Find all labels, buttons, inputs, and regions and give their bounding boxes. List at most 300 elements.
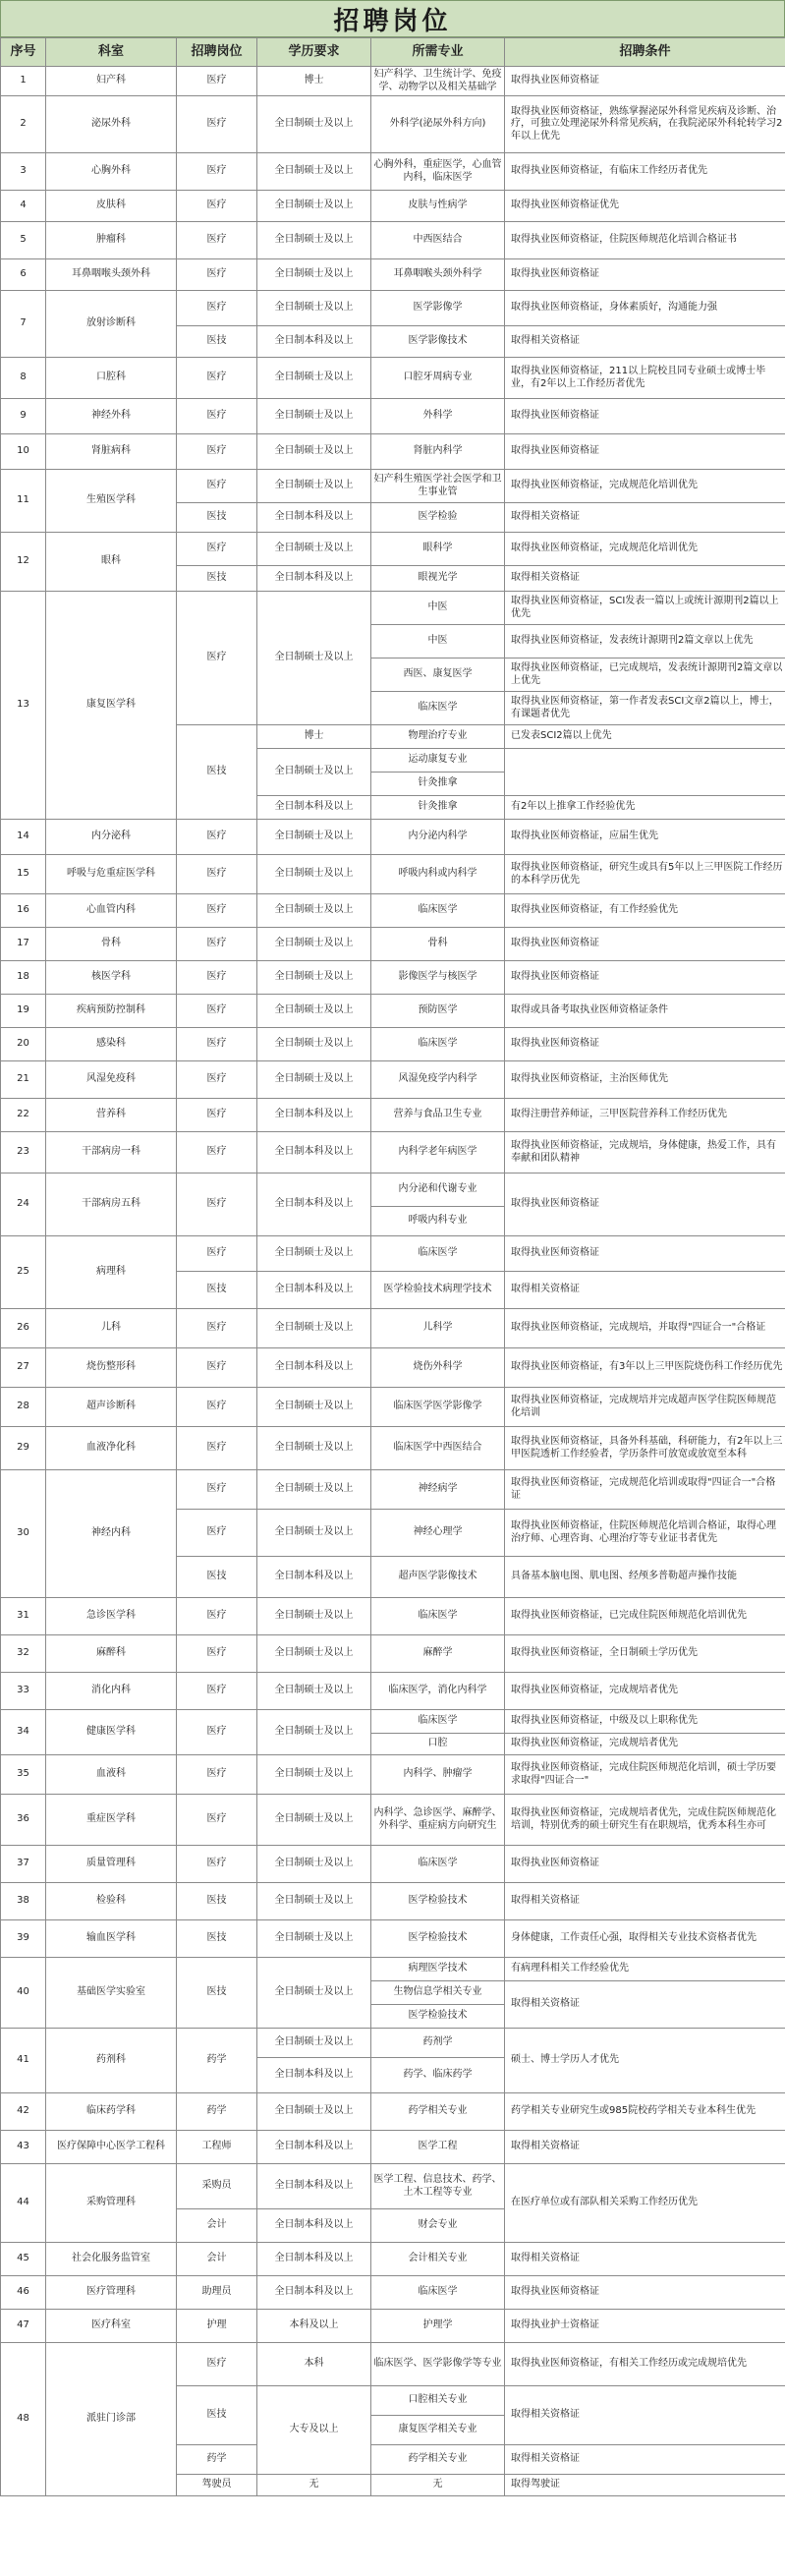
cell-major: 临床医学，消化内科学 [371, 1673, 505, 1710]
table-row [1, 1795, 785, 1846]
cell-index: 46 [1, 2276, 46, 2310]
cell-conditions: 取得相关资格证 [505, 566, 785, 592]
cell-education: 全日制硕士及以上 [257, 1598, 371, 1635]
cell-conditions: 取得执业医师资格证，发表统计源期刊2篇文章以上优先 [505, 625, 785, 658]
cell-conditions: 取得执业医师资格证，211以上院校且同专业硕士或博士毕业，有2年以上工作经历者优先 [505, 358, 785, 399]
cell-education: 全日制本科及以上 [257, 796, 371, 820]
cell-department: 放射诊断科 [46, 291, 177, 358]
cell-conditions: 取得执业医师资格证，有相关工作经历或完成规培优先 [505, 2343, 785, 2386]
table-row [1, 928, 785, 961]
cell-position: 医技 [177, 1920, 257, 1958]
cell-education: 全日制硕士及以上 [257, 961, 371, 995]
cell-education: 全日制硕士及以上 [257, 1958, 371, 2029]
cell-major: 财会专业 [371, 2209, 505, 2243]
cell-position: 医疗 [177, 96, 257, 153]
cell-major: 皮肤与性病学 [371, 191, 505, 222]
table-row [1, 1920, 785, 1958]
cell-department: 核医学科 [46, 961, 177, 995]
cell-conditions: 取得执业医师资格证，主治医师优先 [505, 1061, 785, 1099]
cell-position: 医疗 [177, 1132, 257, 1174]
table-row [1, 1348, 785, 1388]
cell-education: 全日制硕士及以上 [257, 399, 371, 434]
cell-education: 全日制本科及以上 [257, 1348, 371, 1388]
cell-major: 呼吸内科或内科学 [371, 855, 505, 894]
cell-education: 全日制硕士及以上 [257, 434, 371, 470]
cell-conditions: 取得执业医师资格证 [505, 399, 785, 434]
cell-index: 14 [1, 820, 46, 855]
cell-major: 营养与食品卫生专业 [371, 1099, 505, 1132]
cell-major: 内分泌和代谢专业 [371, 1174, 505, 1207]
cell-position: 医疗 [177, 1174, 257, 1236]
table-row [1, 1958, 785, 1981]
cell-major: 中医 [371, 625, 505, 658]
table-row [1, 2343, 785, 2386]
cell-conditions: 取得驾驶证 [505, 2475, 785, 2496]
table-row [1, 1755, 785, 1795]
table-row [1, 1099, 785, 1132]
cell-education: 本科 [257, 2343, 371, 2386]
cell-conditions: 取得执业医师资格证，研究生或具有5年以上三甲医院工作经历的本科学历优先 [505, 855, 785, 894]
header-position: 招聘岗位 [177, 38, 257, 67]
cell-position: 医技 [177, 326, 257, 358]
cell-position: 医疗 [177, 1755, 257, 1795]
table-row [1, 1598, 785, 1635]
cell-position: 医疗 [177, 1061, 257, 1099]
cell-major: 临床医学 [371, 1598, 505, 1635]
cell-conditions: 取得执业医师资格证 [505, 1236, 785, 1272]
cell-department: 疾病预防控制科 [46, 995, 177, 1028]
cell-index: 23 [1, 1132, 46, 1174]
cell-education: 全日制硕士及以上 [257, 96, 371, 153]
cell-department: 超声诊断科 [46, 1388, 177, 1427]
cell-conditions: 取得执业医师资格证，第一作者发表SCI文章2篇以上，博士，有课题者优先 [505, 692, 785, 725]
cell-department: 心血管内科 [46, 894, 177, 928]
cell-major: 临床医学 [371, 1236, 505, 1272]
cell-major: 骨科 [371, 928, 505, 961]
cell-index: 41 [1, 2029, 46, 2093]
cell-index: 44 [1, 2164, 46, 2243]
cell-education: 本科及以上 [257, 2310, 371, 2343]
cell-index: 19 [1, 995, 46, 1028]
cell-position: 药学 [177, 2093, 257, 2131]
cell-conditions [505, 749, 785, 796]
cell-education: 博士 [257, 67, 371, 96]
page-title: 招聘岗位 [0, 0, 785, 37]
cell-position: 医疗 [177, 894, 257, 928]
cell-department: 风湿免疫科 [46, 1061, 177, 1099]
cell-position: 医疗 [177, 1598, 257, 1635]
cell-conditions: 取得或具备考取执业医师资格证条件 [505, 995, 785, 1028]
cell-department: 质量管理科 [46, 1846, 177, 1883]
cell-position: 医疗 [177, 222, 257, 259]
table-row [1, 995, 785, 1028]
cell-department: 麻醉科 [46, 1635, 177, 1673]
cell-major: 药学相关专业 [371, 2445, 505, 2475]
cell-major: 临床医学 [371, 1846, 505, 1883]
cell-department: 医疗科室 [46, 2310, 177, 2343]
cell-education: 全日制本科及以上 [257, 2131, 371, 2164]
cell-education: 全日制本科及以上 [257, 1272, 371, 1309]
cell-position: 医技 [177, 1272, 257, 1309]
cell-education: 全日制硕士及以上 [257, 191, 371, 222]
cell-education: 全日制硕士及以上 [257, 1710, 371, 1755]
cell-major: 神经病学 [371, 1470, 505, 1510]
header-department: 科室 [46, 38, 177, 67]
table-row [1, 358, 785, 399]
cell-position: 医技 [177, 725, 257, 820]
cell-major: 内科学老年病医学 [371, 1132, 505, 1174]
cell-position: 医疗 [177, 1795, 257, 1846]
cell-index: 6 [1, 259, 46, 291]
cell-education: 全日制硕士及以上 [257, 592, 371, 725]
cell-conditions: 取得相关资格证 [505, 326, 785, 358]
cell-major: 临床医学、医学影像学等专业 [371, 2343, 505, 2386]
cell-department: 药剂科 [46, 2029, 177, 2093]
table-row [1, 820, 785, 855]
cell-conditions: 取得执业医师资格证 [505, 67, 785, 96]
cell-department: 皮肤科 [46, 191, 177, 222]
cell-education: 全日制本科及以上 [257, 1557, 371, 1598]
cell-position: 医疗 [177, 1099, 257, 1132]
cell-index: 20 [1, 1028, 46, 1061]
cell-major: 外科学(泌尿外科方向) [371, 96, 505, 153]
cell-index: 45 [1, 2243, 46, 2276]
table-row [1, 1174, 785, 1207]
cell-conditions: 取得相关资格证 [505, 2131, 785, 2164]
cell-major: 临床医学医学影像学 [371, 1388, 505, 1427]
cell-conditions: 取得执业医师资格证，完成规范化培训或取得"四证合一"合格证 [505, 1470, 785, 1510]
cell-department: 采购管理科 [46, 2164, 177, 2243]
cell-department: 康复医学科 [46, 592, 177, 820]
cell-index: 12 [1, 533, 46, 592]
cell-major: 医学检验技术病理学技术 [371, 1272, 505, 1309]
cell-major: 医学检验技术 [371, 2005, 505, 2029]
job-table [0, 37, 785, 2496]
cell-major: 临床医学 [371, 692, 505, 725]
cell-conditions: 取得执业医师资格证，熟练掌握泌尿外科常见疾病及诊断、治疗，可独立处理泌尿外科常见疾病，在我院泌尿外科轮转学习2年以上优先 [505, 96, 785, 153]
cell-education: 全日制本科及以上 [257, 2209, 371, 2243]
table-row [1, 2276, 785, 2310]
cell-index: 11 [1, 470, 46, 533]
cell-conditions: 取得执业医师资格证，完成规培，身体健康，热爱工作，具有奉献和团队精神 [505, 1132, 785, 1174]
cell-conditions: 取得执业医师资格证 [505, 2276, 785, 2310]
cell-major: 中医 [371, 592, 505, 625]
cell-major: 口腔 [371, 1734, 505, 1755]
cell-position: 医疗 [177, 291, 257, 326]
cell-education: 全日制硕士及以上 [257, 1510, 371, 1557]
cell-education: 全日制硕士及以上 [257, 894, 371, 928]
cell-position: 药学 [177, 2445, 257, 2475]
cell-education: 博士 [257, 725, 371, 749]
cell-education: 全日制本科及以上 [257, 566, 371, 592]
table-row [1, 291, 785, 326]
cell-position: 医疗 [177, 191, 257, 222]
cell-index: 29 [1, 1427, 46, 1470]
cell-conditions: 取得执业医师资格证优先 [505, 191, 785, 222]
cell-conditions: 取得执业医师资格证，完成住院医师规范化培训，硕士学历要求取得"四证合一" [505, 1755, 785, 1795]
cell-conditions: 取得相关资格证 [505, 2386, 785, 2445]
table-row [1, 592, 785, 625]
cell-major: 临床医学中西医结合 [371, 1427, 505, 1470]
cell-index: 16 [1, 894, 46, 928]
cell-conditions: 取得执业医师资格证 [505, 434, 785, 470]
cell-position: 医技 [177, 1958, 257, 2029]
cell-education: 无 [257, 2475, 371, 2496]
cell-position: 医技 [177, 503, 257, 533]
cell-major: 康复医学相关专业 [371, 2416, 505, 2445]
table-row [1, 894, 785, 928]
cell-position: 驾驶员 [177, 2475, 257, 2496]
header-index: 序号 [1, 38, 46, 67]
cell-department: 基础医学实验室 [46, 1958, 177, 2029]
cell-education: 全日制硕士及以上 [257, 1883, 371, 1920]
table-row [1, 961, 785, 995]
cell-major: 麻醉学 [371, 1635, 505, 1673]
cell-major: 护理学 [371, 2310, 505, 2343]
cell-major: 内科学、急诊医学、麻醉学、外科学、重症病方向研究生 [371, 1795, 505, 1846]
cell-position: 医疗 [177, 358, 257, 399]
cell-education: 全日制硕士及以上 [257, 1635, 371, 1673]
cell-index: 48 [1, 2343, 46, 2496]
cell-major: 西医、康复医学 [371, 658, 505, 692]
cell-conditions: 已发表SCI2篇以上优先 [505, 725, 785, 749]
cell-position: 医疗 [177, 67, 257, 96]
cell-department: 骨科 [46, 928, 177, 961]
cell-major: 医学检验 [371, 503, 505, 533]
cell-position: 医疗 [177, 434, 257, 470]
cell-major: 呼吸内科专业 [371, 1207, 505, 1236]
cell-education: 全日制硕士及以上 [257, 928, 371, 961]
cell-department: 检验科 [46, 1883, 177, 1920]
cell-index: 25 [1, 1236, 46, 1309]
table-row [1, 2131, 785, 2164]
cell-conditions: 取得相关资格证 [505, 1883, 785, 1920]
cell-department: 血液科 [46, 1755, 177, 1795]
cell-major: 临床医学 [371, 1710, 505, 1734]
cell-education: 全日制硕士及以上 [257, 1470, 371, 1510]
cell-position: 药学 [177, 2029, 257, 2093]
cell-index: 9 [1, 399, 46, 434]
cell-conditions: 取得执业医师资格证，全日制硕士学历优先 [505, 1635, 785, 1673]
cell-education: 全日制硕士及以上 [257, 1755, 371, 1795]
table-row [1, 2310, 785, 2343]
cell-position: 医疗 [177, 1846, 257, 1883]
cell-position: 医疗 [177, 1635, 257, 1673]
table-row [1, 855, 785, 894]
cell-department: 肾脏病科 [46, 434, 177, 470]
cell-position: 医疗 [177, 533, 257, 566]
cell-position: 医疗 [177, 961, 257, 995]
cell-major: 口腔牙周病专业 [371, 358, 505, 399]
header-conditions: 招聘条件 [505, 38, 785, 67]
cell-education: 全日制本科及以上 [257, 2058, 371, 2093]
cell-major: 生物信息学相关专业 [371, 1981, 505, 2005]
cell-position: 医技 [177, 566, 257, 592]
cell-department: 生殖医学科 [46, 470, 177, 533]
cell-education: 大专及以上 [257, 2386, 371, 2475]
cell-major: 物理治疗专业 [371, 725, 505, 749]
cell-education: 全日制硕士及以上 [257, 533, 371, 566]
cell-major: 药剂学 [371, 2029, 505, 2058]
table-row [1, 533, 785, 566]
cell-education: 全日制硕士及以上 [257, 1920, 371, 1958]
header-major: 所需专业 [371, 38, 505, 67]
cell-position: 医疗 [177, 153, 257, 191]
table-row [1, 1470, 785, 1510]
cell-department: 眼科 [46, 533, 177, 592]
cell-department: 干部病房一科 [46, 1132, 177, 1174]
table-row [1, 1427, 785, 1470]
cell-education: 全日制硕士及以上 [257, 358, 371, 399]
cell-education: 全日制硕士及以上 [257, 1309, 371, 1348]
cell-education: 全日制硕士及以上 [257, 995, 371, 1028]
cell-index: 7 [1, 291, 46, 358]
cell-major: 医学检验技术 [371, 1920, 505, 1958]
cell-conditions: 取得执业医师资格证，身体素质好，沟通能力强 [505, 291, 785, 326]
table-body [1, 67, 785, 2496]
table-row [1, 434, 785, 470]
cell-index: 21 [1, 1061, 46, 1099]
cell-conditions: 取得执业医师资格证，住院医师规范化培训合格证书 [505, 222, 785, 259]
cell-conditions: 取得执业医师资格证，有临床工作经历者优先 [505, 153, 785, 191]
cell-index: 1 [1, 67, 46, 96]
table-row [1, 1132, 785, 1174]
cell-major: 临床医学 [371, 894, 505, 928]
table-row [1, 1061, 785, 1099]
cell-position: 医疗 [177, 1710, 257, 1755]
cell-conditions: 硕士、博士学历人才优先 [505, 2029, 785, 2093]
cell-index: 32 [1, 1635, 46, 1673]
cell-education: 全日制本科及以上 [257, 1099, 371, 1132]
table-row [1, 1710, 785, 1734]
cell-position: 医疗 [177, 820, 257, 855]
cell-index: 39 [1, 1920, 46, 1958]
cell-conditions: 取得执业医师资格证 [505, 928, 785, 961]
cell-index: 27 [1, 1348, 46, 1388]
cell-education: 全日制硕士及以上 [257, 2029, 371, 2058]
cell-major: 肾脏内科学 [371, 434, 505, 470]
cell-index: 24 [1, 1174, 46, 1236]
table-row [1, 1028, 785, 1061]
cell-major: 内分泌内科学 [371, 820, 505, 855]
cell-index: 35 [1, 1755, 46, 1795]
cell-position: 医疗 [177, 1673, 257, 1710]
cell-major: 医学影像学 [371, 291, 505, 326]
cell-education: 全日制硕士及以上 [257, 1061, 371, 1099]
cell-education: 全日制硕士及以上 [257, 1427, 371, 1470]
cell-major: 口腔相关专业 [371, 2386, 505, 2416]
cell-position: 医疗 [177, 1348, 257, 1388]
cell-major: 临床医学 [371, 1028, 505, 1061]
cell-department: 消化内科 [46, 1673, 177, 1710]
cell-major: 烧伤外科学 [371, 1348, 505, 1388]
cell-index: 42 [1, 2093, 46, 2131]
cell-department: 健康医学科 [46, 1710, 177, 1755]
cell-department: 派驻门诊部 [46, 2343, 177, 2496]
cell-index: 3 [1, 153, 46, 191]
cell-major: 耳鼻咽喉头颈外科学 [371, 259, 505, 291]
table-row [1, 1388, 785, 1427]
cell-index: 33 [1, 1673, 46, 1710]
cell-department: 泌尿外科 [46, 96, 177, 153]
cell-conditions: 取得执业医师资格证，已完成住院医师规范化培训优先 [505, 1598, 785, 1635]
cell-education: 全日制本科及以上 [257, 1174, 371, 1236]
cell-department: 病理科 [46, 1236, 177, 1309]
table-row [1, 1309, 785, 1348]
cell-index: 2 [1, 96, 46, 153]
cell-position: 会计 [177, 2243, 257, 2276]
cell-position: 医疗 [177, 399, 257, 434]
cell-department: 医疗保障中心医学工程科 [46, 2131, 177, 2164]
cell-education: 全日制本科及以上 [257, 2276, 371, 2310]
table-row [1, 2029, 785, 2058]
cell-position: 工程师 [177, 2131, 257, 2164]
cell-conditions: 在医疗单位或有部队相关采购工作经历优先 [505, 2164, 785, 2243]
cell-department: 神经外科 [46, 399, 177, 434]
cell-index: 31 [1, 1598, 46, 1635]
table-row [1, 67, 785, 96]
cell-education: 全日制硕士及以上 [257, 470, 371, 503]
cell-position: 护理 [177, 2310, 257, 2343]
cell-index: 15 [1, 855, 46, 894]
cell-conditions: 取得执业医师资格证 [505, 1174, 785, 1236]
cell-education: 全日制硕士及以上 [257, 749, 371, 796]
cell-conditions: 取得注册营养师证，三甲医院营养科工作经历优先 [505, 1099, 785, 1132]
cell-index: 26 [1, 1309, 46, 1348]
header-education: 学历要求 [257, 38, 371, 67]
cell-conditions: 取得执业护士资格证 [505, 2310, 785, 2343]
table-row [1, 96, 785, 153]
cell-index: 22 [1, 1099, 46, 1132]
cell-department: 营养科 [46, 1099, 177, 1132]
cell-position: 医疗 [177, 995, 257, 1028]
cell-department: 儿科 [46, 1309, 177, 1348]
cell-conditions: 有2年以上推拿工作经验优先 [505, 796, 785, 820]
cell-education: 全日制本科及以上 [257, 2164, 371, 2209]
cell-major: 中西医结合 [371, 222, 505, 259]
cell-major: 外科学 [371, 399, 505, 434]
cell-education: 全日制硕士及以上 [257, 855, 371, 894]
cell-conditions: 取得执业医师资格证，完成规培者优先 [505, 1734, 785, 1755]
cell-conditions: 取得执业医师资格证，完成规范化培训优先 [505, 470, 785, 503]
cell-conditions: 取得执业医师资格证，SCI发表一篇以上或统计源期刊2篇以上优先 [505, 592, 785, 625]
cell-index: 37 [1, 1846, 46, 1883]
cell-position: 医疗 [177, 1510, 257, 1557]
table-row [1, 1846, 785, 1883]
cell-education: 全日制硕士及以上 [257, 1388, 371, 1427]
cell-conditions: 取得执业医师资格证 [505, 1028, 785, 1061]
cell-conditions: 取得执业医师资格证，已完成规培，发表统计源期刊2篇文章以上优先 [505, 658, 785, 692]
cell-education: 全日制硕士及以上 [257, 222, 371, 259]
cell-position: 医疗 [177, 1388, 257, 1427]
cell-index: 30 [1, 1470, 46, 1598]
cell-major: 医学影像技术 [371, 326, 505, 358]
cell-position: 会计 [177, 2209, 257, 2243]
table-row [1, 1673, 785, 1710]
cell-department: 耳鼻咽喉头颈外科 [46, 259, 177, 291]
cell-department: 社会化服务监管室 [46, 2243, 177, 2276]
cell-position: 医疗 [177, 592, 257, 725]
cell-major: 眼视光学 [371, 566, 505, 592]
cell-conditions: 取得执业医师资格证，完成规培者优先 [505, 1673, 785, 1710]
cell-index: 38 [1, 1883, 46, 1920]
cell-conditions: 取得相关资格证 [505, 2243, 785, 2276]
cell-position: 医疗 [177, 470, 257, 503]
cell-education: 全日制本科及以上 [257, 1132, 371, 1174]
table-row [1, 1883, 785, 1920]
cell-department: 输血医学科 [46, 1920, 177, 1958]
cell-position: 医疗 [177, 855, 257, 894]
